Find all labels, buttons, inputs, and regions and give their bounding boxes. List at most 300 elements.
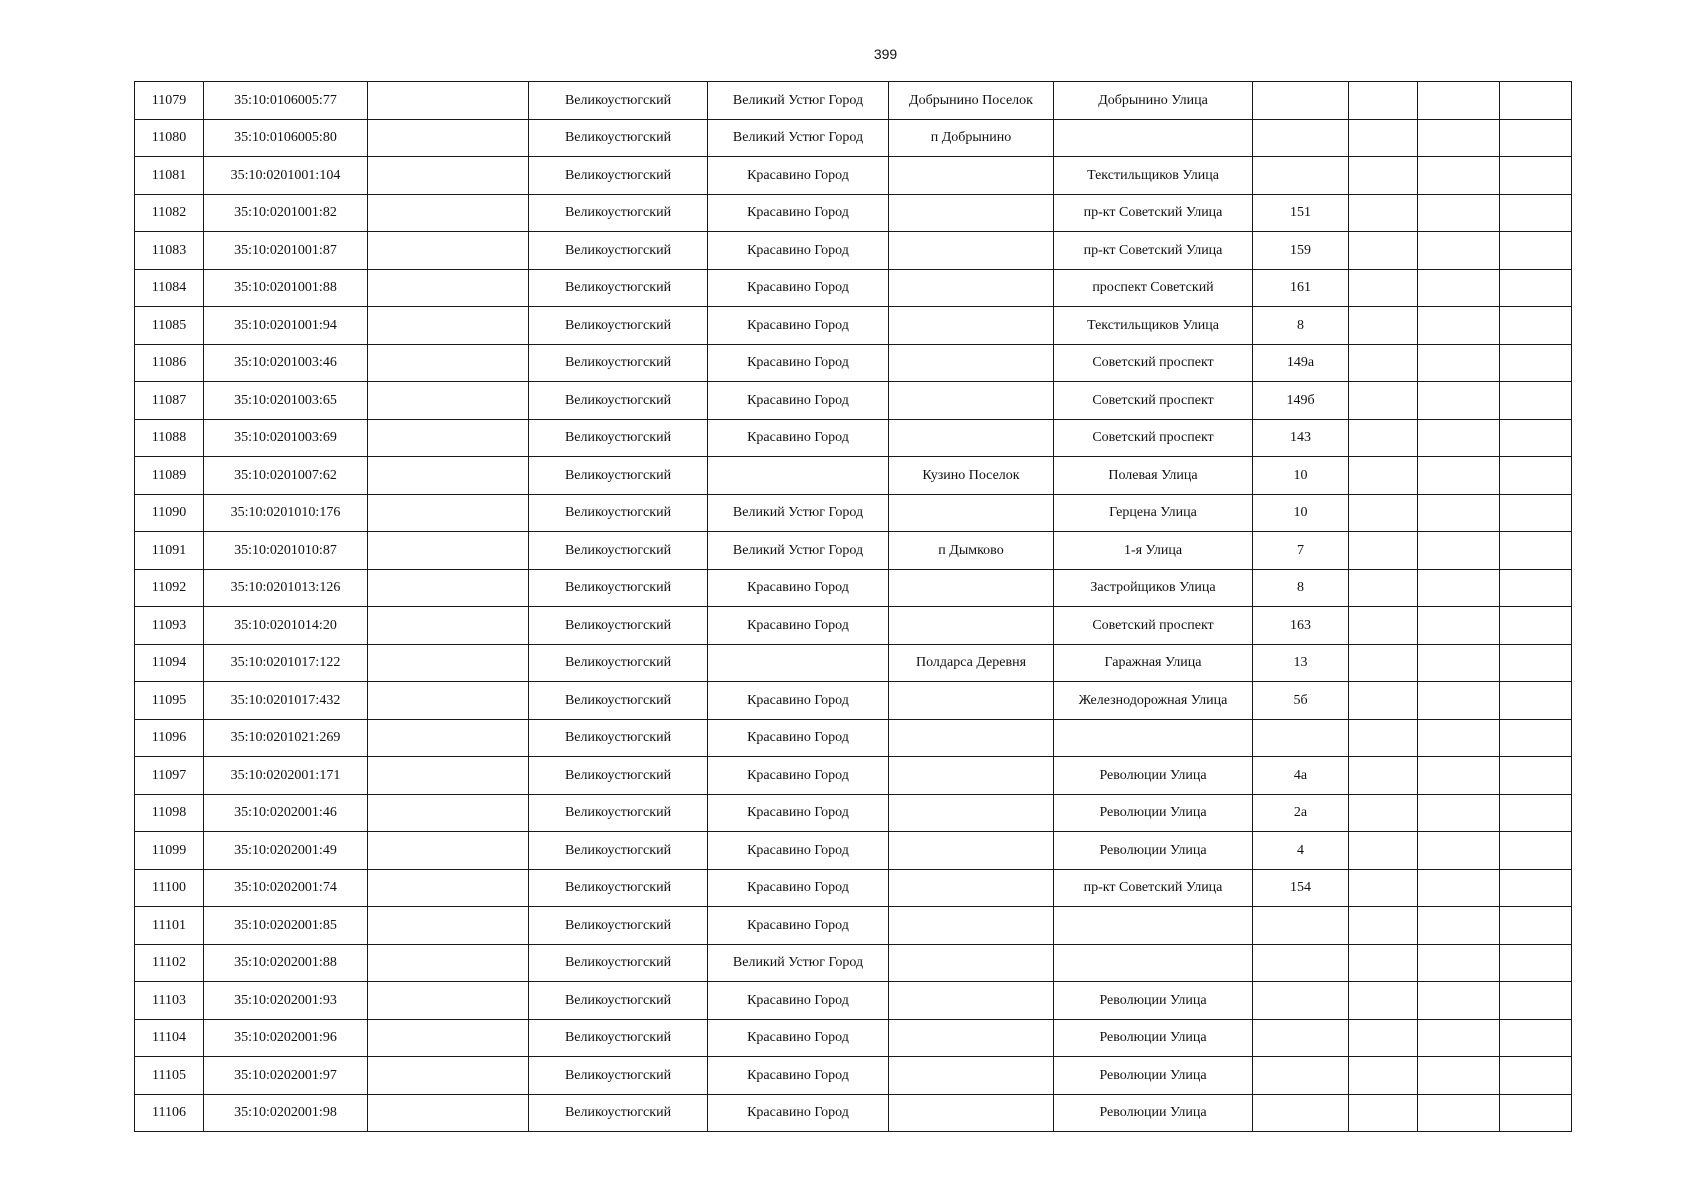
row-number-cell: 11082 <box>135 194 204 232</box>
house-number-cell: 10 <box>1253 457 1349 495</box>
city-cell: Красавино Город <box>708 232 889 270</box>
table-row <box>135 944 1572 982</box>
street-cell: Революции Улица <box>1054 1094 1253 1132</box>
district-cell: Великоустюгский <box>529 1057 708 1095</box>
cadastral-number-cell: 35:10:0201010:176 <box>204 494 368 532</box>
row-number-cell: 11103 <box>135 982 204 1020</box>
empty-cell <box>1500 494 1572 532</box>
row-number-cell: 11104 <box>135 1019 204 1057</box>
empty-cell <box>1349 907 1418 945</box>
city-cell <box>708 457 889 495</box>
settlement-cell <box>889 719 1054 757</box>
settlement-cell: п Дымково <box>889 532 1054 570</box>
district-cell: Великоустюгский <box>529 1019 708 1057</box>
settlement-cell <box>889 1057 1054 1095</box>
district-cell: Великоустюгский <box>529 757 708 795</box>
empty-cell <box>1500 269 1572 307</box>
house-number-cell <box>1253 1057 1349 1095</box>
empty-cell <box>1418 644 1500 682</box>
empty-cell <box>1500 157 1572 195</box>
settlement-cell <box>889 419 1054 457</box>
district-cell: Великоустюгский <box>529 1094 708 1132</box>
house-number-cell: 159 <box>1253 232 1349 270</box>
city-cell: Красавино Город <box>708 869 889 907</box>
district-cell: Великоустюгский <box>529 532 708 570</box>
empty-cell <box>1418 157 1500 195</box>
empty-cell <box>1349 307 1418 345</box>
street-cell: Железнодорожная Улица <box>1054 682 1253 720</box>
row-number-cell: 11106 <box>135 1094 204 1132</box>
empty-cell <box>1349 719 1418 757</box>
district-cell: Великоустюгский <box>529 719 708 757</box>
empty-cell <box>368 1019 529 1057</box>
cadastral-number-cell: 35:10:0202001:97 <box>204 1057 368 1095</box>
street-cell <box>1054 119 1253 157</box>
street-cell: Полевая Улица <box>1054 457 1253 495</box>
row-number-cell: 11094 <box>135 644 204 682</box>
district-cell: Великоустюгский <box>529 119 708 157</box>
district-cell: Великоустюгский <box>529 419 708 457</box>
empty-cell <box>1349 682 1418 720</box>
district-cell: Великоустюгский <box>529 82 708 120</box>
row-number-cell: 11086 <box>135 344 204 382</box>
settlement-cell: Кузино Поселок <box>889 457 1054 495</box>
cadastral-number-cell: 35:10:0201001:87 <box>204 232 368 270</box>
cadastral-number-cell: 35:10:0201001:94 <box>204 307 368 345</box>
table-row <box>135 1057 1572 1095</box>
empty-cell <box>368 907 529 945</box>
district-cell: Великоустюгский <box>529 982 708 1020</box>
empty-cell <box>368 944 529 982</box>
street-cell <box>1054 719 1253 757</box>
empty-cell <box>1349 832 1418 870</box>
row-number-cell: 11105 <box>135 1057 204 1095</box>
district-cell: Великоустюгский <box>529 644 708 682</box>
empty-cell <box>1500 194 1572 232</box>
empty-cell <box>368 757 529 795</box>
empty-cell <box>1418 457 1500 495</box>
page-number: 399 <box>873 46 898 62</box>
empty-cell <box>368 457 529 495</box>
house-number-cell: 149б <box>1253 382 1349 420</box>
table-row <box>135 307 1572 345</box>
settlement-cell <box>889 982 1054 1020</box>
empty-cell <box>1349 494 1418 532</box>
row-number-cell: 11083 <box>135 232 204 270</box>
row-number-cell: 11097 <box>135 757 204 795</box>
cadastral-number-cell: 35:10:0202001:171 <box>204 757 368 795</box>
house-number-cell: 13 <box>1253 644 1349 682</box>
empty-cell <box>1418 269 1500 307</box>
row-number-cell: 11080 <box>135 119 204 157</box>
empty-cell <box>1500 757 1572 795</box>
row-number-cell: 11085 <box>135 307 204 345</box>
settlement-cell <box>889 1019 1054 1057</box>
district-cell: Великоустюгский <box>529 682 708 720</box>
row-number-cell: 11079 <box>135 82 204 120</box>
empty-cell <box>1418 419 1500 457</box>
empty-cell <box>1349 194 1418 232</box>
empty-cell <box>368 269 529 307</box>
empty-cell <box>1418 794 1500 832</box>
cadastral-number-cell: 35:10:0202001:74 <box>204 869 368 907</box>
cadastral-number-cell: 35:10:0201003:46 <box>204 344 368 382</box>
cadastral-number-cell: 35:10:0202001:98 <box>204 1094 368 1132</box>
settlement-cell: п Добрынино <box>889 119 1054 157</box>
settlement-cell <box>889 194 1054 232</box>
empty-cell <box>1349 944 1418 982</box>
district-cell: Великоустюгский <box>529 269 708 307</box>
city-cell: Великий Устюг Город <box>708 532 889 570</box>
empty-cell <box>1500 1094 1572 1132</box>
settlement-cell: Полдарса Деревня <box>889 644 1054 682</box>
row-number-cell: 11084 <box>135 269 204 307</box>
row-number-cell: 11088 <box>135 419 204 457</box>
empty-cell <box>1500 907 1572 945</box>
settlement-cell <box>889 1094 1054 1132</box>
table-row <box>135 532 1572 570</box>
empty-cell <box>1500 382 1572 420</box>
empty-cell <box>1500 869 1572 907</box>
district-cell: Великоустюгский <box>529 944 708 982</box>
street-cell: пр-кт Советский Улица <box>1054 869 1253 907</box>
empty-cell <box>368 157 529 195</box>
settlement-cell <box>889 757 1054 795</box>
row-number-cell: 11081 <box>135 157 204 195</box>
cadastral-number-cell: 35:10:0201001:82 <box>204 194 368 232</box>
empty-cell <box>1349 82 1418 120</box>
settlement-cell <box>889 232 1054 270</box>
empty-cell <box>1418 607 1500 645</box>
street-cell <box>1054 944 1253 982</box>
city-cell: Великий Устюг Город <box>708 944 889 982</box>
empty-cell <box>368 982 529 1020</box>
row-number-cell: 11095 <box>135 682 204 720</box>
empty-cell <box>1500 719 1572 757</box>
city-cell: Красавино Город <box>708 344 889 382</box>
empty-cell <box>1349 232 1418 270</box>
street-cell: проспект Советский <box>1054 269 1253 307</box>
district-cell: Великоустюгский <box>529 307 708 345</box>
table-row <box>135 382 1572 420</box>
empty-cell <box>1349 607 1418 645</box>
city-cell: Красавино Город <box>708 757 889 795</box>
row-number-cell: 11093 <box>135 607 204 645</box>
table-row <box>135 719 1572 757</box>
house-number-cell: 161 <box>1253 269 1349 307</box>
empty-cell <box>1349 982 1418 1020</box>
empty-cell <box>368 1057 529 1095</box>
house-number-cell: 7 <box>1253 532 1349 570</box>
row-number-cell: 11098 <box>135 794 204 832</box>
empty-cell <box>1500 1019 1572 1057</box>
empty-cell <box>1349 1094 1418 1132</box>
cadastral-number-cell: 35:10:0201010:87 <box>204 532 368 570</box>
district-cell: Великоустюгский <box>529 494 708 532</box>
empty-cell <box>1349 382 1418 420</box>
district-cell: Великоустюгский <box>529 569 708 607</box>
district-cell: Великоустюгский <box>529 382 708 420</box>
cadastral-number-cell: 35:10:0201013:126 <box>204 569 368 607</box>
empty-cell <box>1418 119 1500 157</box>
settlement-cell <box>889 157 1054 195</box>
empty-cell <box>1349 569 1418 607</box>
house-number-cell: 143 <box>1253 419 1349 457</box>
city-cell: Красавино Город <box>708 1057 889 1095</box>
empty-cell <box>368 119 529 157</box>
cadastral-number-cell: 35:10:0201021:269 <box>204 719 368 757</box>
empty-cell <box>368 382 529 420</box>
table-row <box>135 269 1572 307</box>
row-number-cell: 11089 <box>135 457 204 495</box>
empty-cell <box>1418 494 1500 532</box>
street-cell: Текстильщиков Улица <box>1054 157 1253 195</box>
settlement-cell <box>889 944 1054 982</box>
street-cell: Советский проспект <box>1054 344 1253 382</box>
empty-cell <box>1349 419 1418 457</box>
settlement-cell <box>889 569 1054 607</box>
empty-cell <box>1349 157 1418 195</box>
empty-cell <box>1349 1057 1418 1095</box>
empty-cell <box>1500 982 1572 1020</box>
settlement-cell <box>889 494 1054 532</box>
house-number-cell <box>1253 944 1349 982</box>
settlement-cell <box>889 869 1054 907</box>
cadastral-number-cell: 35:10:0201003:65 <box>204 382 368 420</box>
cadastral-number-cell: 35:10:0201001:104 <box>204 157 368 195</box>
table-row <box>135 907 1572 945</box>
empty-cell <box>1500 82 1572 120</box>
city-cell: Красавино Город <box>708 419 889 457</box>
street-cell: Революции Улица <box>1054 794 1253 832</box>
empty-cell <box>368 194 529 232</box>
settlement-cell <box>889 382 1054 420</box>
street-cell: Революции Улица <box>1054 757 1253 795</box>
table-row <box>135 157 1572 195</box>
cadastral-number-cell: 35:10:0106005:80 <box>204 119 368 157</box>
cadastral-number-cell: 35:10:0202001:46 <box>204 794 368 832</box>
house-number-cell: 151 <box>1253 194 1349 232</box>
street-cell: Застройщиков Улица <box>1054 569 1253 607</box>
street-cell: Герцена Улица <box>1054 494 1253 532</box>
table-row <box>135 419 1572 457</box>
table-row <box>135 119 1572 157</box>
city-cell: Красавино Город <box>708 794 889 832</box>
city-cell: Красавино Город <box>708 569 889 607</box>
settlement-cell <box>889 307 1054 345</box>
city-cell: Красавино Город <box>708 269 889 307</box>
empty-cell <box>368 794 529 832</box>
empty-cell <box>1418 869 1500 907</box>
street-cell: Революции Улица <box>1054 1019 1253 1057</box>
cadastral-number-cell: 35:10:0202001:96 <box>204 1019 368 1057</box>
row-number-cell: 11091 <box>135 532 204 570</box>
empty-cell <box>1500 307 1572 345</box>
district-cell: Великоустюгский <box>529 157 708 195</box>
empty-cell <box>1349 869 1418 907</box>
row-number-cell: 11092 <box>135 569 204 607</box>
row-number-cell: 11090 <box>135 494 204 532</box>
house-number-cell: 10 <box>1253 494 1349 532</box>
cadastral-number-cell: 35:10:0202001:93 <box>204 982 368 1020</box>
street-cell: Советский проспект <box>1054 419 1253 457</box>
district-cell: Великоустюгский <box>529 232 708 270</box>
settlement-cell <box>889 269 1054 307</box>
row-number-cell: 11102 <box>135 944 204 982</box>
cadastral-number-cell: 35:10:0202001:88 <box>204 944 368 982</box>
empty-cell <box>1418 944 1500 982</box>
registry-body <box>135 82 1572 1132</box>
city-cell: Красавино Город <box>708 382 889 420</box>
registry-table <box>134 81 1572 1132</box>
empty-cell <box>1418 982 1500 1020</box>
table-row <box>135 607 1572 645</box>
empty-cell <box>1418 382 1500 420</box>
table-row <box>135 569 1572 607</box>
house-number-cell: 4 <box>1253 832 1349 870</box>
empty-cell <box>1418 682 1500 720</box>
cadastral-number-cell: 35:10:0201014:20 <box>204 607 368 645</box>
empty-cell <box>1418 1094 1500 1132</box>
settlement-cell <box>889 907 1054 945</box>
settlement-cell <box>889 794 1054 832</box>
table-row <box>135 194 1572 232</box>
empty-cell <box>1500 644 1572 682</box>
city-cell: Великий Устюг Город <box>708 494 889 532</box>
cadastral-number-cell: 35:10:0202001:49 <box>204 832 368 870</box>
street-cell: 1-я Улица <box>1054 532 1253 570</box>
empty-cell <box>368 569 529 607</box>
street-cell: Советский проспект <box>1054 382 1253 420</box>
row-number-cell: 11087 <box>135 382 204 420</box>
house-number-cell <box>1253 157 1349 195</box>
settlement-cell <box>889 682 1054 720</box>
empty-cell <box>368 419 529 457</box>
house-number-cell: 2а <box>1253 794 1349 832</box>
empty-cell <box>1349 344 1418 382</box>
empty-cell <box>1418 232 1500 270</box>
cadastral-number-cell: 35:10:0201003:69 <box>204 419 368 457</box>
empty-cell <box>368 832 529 870</box>
empty-cell <box>1418 719 1500 757</box>
empty-cell <box>368 307 529 345</box>
empty-cell <box>1418 344 1500 382</box>
house-number-cell <box>1253 82 1349 120</box>
street-cell: Добрынино Улица <box>1054 82 1253 120</box>
empty-cell <box>368 869 529 907</box>
city-cell: Красавино Город <box>708 307 889 345</box>
street-cell: пр-кт Советский Улица <box>1054 194 1253 232</box>
street-cell: Революции Улица <box>1054 982 1253 1020</box>
house-number-cell: 8 <box>1253 307 1349 345</box>
house-number-cell <box>1253 907 1349 945</box>
table-row <box>135 682 1572 720</box>
empty-cell <box>1418 907 1500 945</box>
empty-cell <box>1500 344 1572 382</box>
table-row <box>135 1094 1572 1132</box>
settlement-cell: Добрынино Поселок <box>889 82 1054 120</box>
district-cell: Великоустюгский <box>529 794 708 832</box>
street-cell: Революции Улица <box>1054 1057 1253 1095</box>
city-cell: Красавино Город <box>708 194 889 232</box>
house-number-cell: 8 <box>1253 569 1349 607</box>
table-row <box>135 232 1572 270</box>
empty-cell <box>368 1094 529 1132</box>
empty-cell <box>368 82 529 120</box>
empty-cell <box>1418 1019 1500 1057</box>
cadastral-number-cell: 35:10:0106005:77 <box>204 82 368 120</box>
city-cell: Красавино Город <box>708 982 889 1020</box>
city-cell: Красавино Город <box>708 157 889 195</box>
empty-cell <box>1500 794 1572 832</box>
empty-cell <box>1418 307 1500 345</box>
street-cell <box>1054 907 1253 945</box>
empty-cell <box>1500 532 1572 570</box>
row-number-cell: 11099 <box>135 832 204 870</box>
empty-cell <box>1500 232 1572 270</box>
city-cell: Красавино Город <box>708 682 889 720</box>
district-cell: Великоустюгский <box>529 194 708 232</box>
row-number-cell: 11096 <box>135 719 204 757</box>
table-row <box>135 344 1572 382</box>
empty-cell <box>1500 832 1572 870</box>
city-cell: Великий Устюг Город <box>708 119 889 157</box>
house-number-cell: 154 <box>1253 869 1349 907</box>
settlement-cell <box>889 344 1054 382</box>
district-cell: Великоустюгский <box>529 457 708 495</box>
city-cell: Красавино Город <box>708 607 889 645</box>
empty-cell <box>1418 832 1500 870</box>
cadastral-number-cell: 35:10:0201007:62 <box>204 457 368 495</box>
empty-cell <box>368 494 529 532</box>
cadastral-number-cell: 35:10:0201001:88 <box>204 269 368 307</box>
table-row <box>135 1019 1572 1057</box>
cadastral-number-cell: 35:10:0201017:432 <box>204 682 368 720</box>
row-number-cell: 11100 <box>135 869 204 907</box>
table-row <box>135 82 1572 120</box>
empty-cell <box>1349 532 1418 570</box>
empty-cell <box>1349 794 1418 832</box>
house-number-cell: 4а <box>1253 757 1349 795</box>
table-row <box>135 494 1572 532</box>
empty-cell <box>368 682 529 720</box>
table-row <box>135 457 1572 495</box>
table-row <box>135 757 1572 795</box>
empty-cell <box>1500 457 1572 495</box>
settlement-cell <box>889 607 1054 645</box>
empty-cell <box>1349 644 1418 682</box>
house-number-cell: 163 <box>1253 607 1349 645</box>
district-cell: Великоустюгский <box>529 344 708 382</box>
empty-cell <box>1349 757 1418 795</box>
city-cell: Красавино Город <box>708 1094 889 1132</box>
house-number-cell <box>1253 1019 1349 1057</box>
empty-cell <box>1349 119 1418 157</box>
house-number-cell <box>1253 982 1349 1020</box>
city-cell: Красавино Город <box>708 719 889 757</box>
house-number-cell <box>1253 719 1349 757</box>
cadastral-number-cell: 35:10:0201017:122 <box>204 644 368 682</box>
cadastral-number-cell: 35:10:0202001:85 <box>204 907 368 945</box>
house-number-cell: 149а <box>1253 344 1349 382</box>
city-cell <box>708 644 889 682</box>
empty-cell <box>1349 1019 1418 1057</box>
empty-cell <box>1500 419 1572 457</box>
empty-cell <box>1418 757 1500 795</box>
street-cell: Советский проспект <box>1054 607 1253 645</box>
table-row <box>135 794 1572 832</box>
empty-cell <box>1418 1057 1500 1095</box>
